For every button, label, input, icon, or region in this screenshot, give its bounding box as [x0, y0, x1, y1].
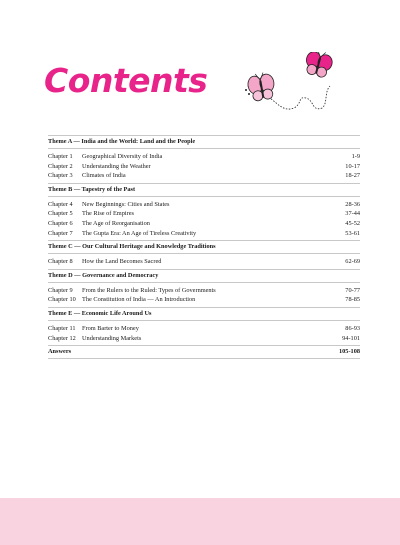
answers-label: Answers	[48, 348, 72, 356]
table-of-contents	[48, 135, 360, 359]
chapter-number: Chapter 11	[48, 324, 76, 332]
chapter-pages: 86-93	[345, 324, 360, 332]
theme-heading: Theme A — India and the World: Land and the People	[48, 135, 360, 149]
chapter-row[interactable]	[48, 286, 360, 296]
chapter-row[interactable]	[48, 229, 360, 239]
chapter-row[interactable]	[48, 152, 360, 162]
chapter-title: The Gupta Era: An Age of Tireless Creativity	[82, 229, 197, 237]
theme-heading: Theme C — Our Cultural Heritage and Knowledge Traditions	[48, 240, 360, 254]
chapter-row[interactable]	[48, 257, 360, 267]
chapter-title: The Age of Reorganisation	[82, 219, 150, 227]
theme-section-e	[48, 307, 360, 343]
theme-section-b	[48, 183, 360, 240]
chapter-title: Understanding the Weather	[82, 162, 151, 170]
chapter-row[interactable]	[48, 295, 360, 305]
chapter-number: Chapter 8	[48, 258, 73, 266]
chapter-title: The Constitution of India — An Introduction	[82, 296, 196, 304]
theme-heading: Theme B — Tapestry of the Past	[48, 183, 360, 197]
chapter-row[interactable]	[48, 200, 360, 210]
chapter-number: Chapter 2	[48, 162, 73, 170]
chapter-number: Chapter 6	[48, 219, 73, 227]
chapter-pages: 1-9	[351, 153, 360, 160]
chapter-number: Chapter 10	[48, 296, 76, 304]
chapter-row[interactable]	[48, 334, 360, 344]
chapter-number: Chapter 9	[48, 286, 73, 294]
chapter-pages: 28-36	[345, 200, 360, 208]
chapter-pages: 53-61	[345, 229, 360, 237]
answers-pages: 105-108	[339, 348, 360, 356]
chapter-title: The Rise of Empires	[82, 210, 134, 218]
chapter-title: Climates of India	[82, 172, 126, 180]
chapter-pages: 62-69	[345, 258, 360, 266]
chapter-number: Chapter 12	[48, 334, 76, 342]
chapter-row[interactable]	[48, 324, 360, 334]
chapter-row[interactable]	[48, 209, 360, 219]
chapter-pages: 37-44	[345, 210, 360, 218]
chapter-pages: 70-77	[345, 286, 360, 294]
chapter-number: Chapter 4	[48, 200, 73, 208]
theme-heading: Theme D — Governance and Democracy	[48, 269, 360, 283]
chapter-pages: 18-27	[345, 172, 360, 180]
chapter-pages: 94-101	[342, 334, 360, 342]
page-title: Contents	[44, 61, 208, 100]
theme-section-c	[48, 240, 360, 269]
chapter-row[interactable]	[48, 219, 360, 229]
butterflies-icon	[240, 52, 340, 122]
chapter-row[interactable]	[48, 171, 360, 181]
chapter-pages: 45-52	[345, 219, 360, 227]
chapter-title: New Beginnings: Cities and States	[82, 200, 170, 208]
chapter-number: Chapter 3	[48, 172, 73, 180]
chapter-pages: 78-85	[345, 296, 360, 304]
chapter-number: Chapter 5	[48, 210, 73, 218]
theme-section-a	[48, 135, 360, 183]
theme-heading: Theme E — Economic Life Around Us	[48, 307, 360, 321]
chapter-title: Understanding Markets	[82, 334, 142, 342]
chapter-row[interactable]	[48, 162, 360, 172]
answers-row[interactable]	[48, 345, 360, 359]
chapter-title: From the Rulers to the Ruled: Types of Governments	[82, 286, 216, 294]
theme-section-d	[48, 269, 360, 307]
chapter-pages: 10-17	[345, 162, 360, 170]
chapter-title: From Barter to Money	[82, 324, 139, 332]
chapter-number: Chapter 7	[48, 229, 73, 237]
chapter-title: How the Land Becomes Sacred	[82, 258, 162, 266]
chapter-number: Chapter 1	[48, 153, 73, 160]
chapter-title: Geographical Diversity of India	[82, 153, 163, 160]
footer-band	[0, 498, 400, 545]
